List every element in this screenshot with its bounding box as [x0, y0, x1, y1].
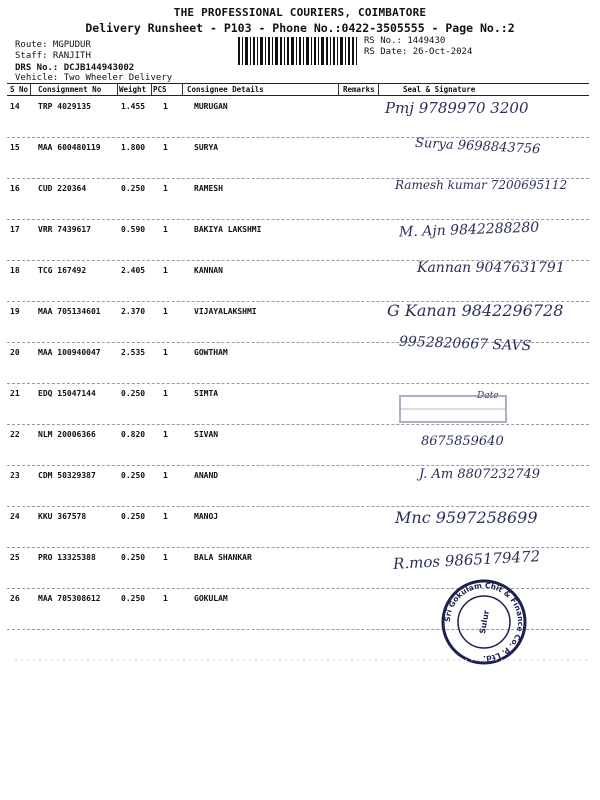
table-row [7, 96, 589, 138]
cell-sno: 26 [10, 594, 20, 603]
cell-pcs: 1 [163, 389, 168, 398]
col-consignment: Consignment No [38, 85, 102, 94]
cell-consignment-no: MAA 600480119 [38, 143, 101, 152]
cell-weight: 2.405 [121, 266, 146, 275]
table-row [7, 465, 589, 507]
cell-consignment-no: MAA 705308612 [38, 594, 101, 603]
cell-weight: 0.250 [121, 389, 146, 398]
rs-number: RS No.: 1449430 [364, 36, 446, 46]
handwritten-signature: M. Ajn 9842288280 [398, 219, 540, 241]
vehicle-label: Vehicle: Two Wheeler Delivery [15, 73, 173, 83]
col-remarks: Remarks [343, 85, 375, 94]
cell-consignee: BAKIYA LAKSHMI [194, 225, 262, 234]
cell-weight: 2.370 [121, 307, 146, 316]
handwritten-signature: Date [477, 391, 499, 401]
cell-weight: 0.590 [121, 225, 146, 234]
table-row [7, 137, 589, 179]
cell-pcs: 1 [163, 430, 168, 439]
cell-sno: 19 [10, 307, 20, 316]
cell-weight: 1.800 [121, 143, 146, 152]
cell-sno: 17 [10, 225, 20, 234]
col-consignee: Consignee Details [187, 85, 264, 94]
cell-pcs: 1 [163, 471, 168, 480]
runsheet-title: Delivery Runsheet - P103 - Phone No.:0422-3505555 - Page No.:2 [85, 21, 515, 35]
cell-consignment-no: NLM 20006366 [38, 430, 96, 439]
cell-weight: 0.820 [121, 430, 146, 439]
seal-center-text: Sulur [477, 609, 491, 635]
cell-consignee: SIVAN [194, 430, 219, 439]
cell-weight: 0.250 [121, 594, 146, 603]
cell-sno: 20 [10, 348, 20, 357]
cell-sno: 23 [10, 471, 20, 480]
cell-consignment-no: MAA 705134601 [38, 307, 101, 316]
route-label: Route: MGPUDUR [15, 40, 91, 50]
cell-pcs: 1 [163, 553, 168, 562]
cell-consignment-no: PRO 13325388 [38, 553, 96, 562]
cell-weight: 1.455 [121, 102, 146, 111]
handwritten-signature: Pmj 9789970 3200 [385, 99, 529, 117]
col-weight: Weight [119, 85, 147, 94]
cell-sno: 22 [10, 430, 20, 439]
cell-weight: 0.250 [121, 553, 146, 562]
cell-sno: 24 [10, 512, 20, 521]
rubber-stamp-image [398, 392, 510, 426]
cell-consignee: ANAND [194, 471, 219, 480]
cell-sno: 21 [10, 389, 20, 398]
table-header [7, 83, 589, 96]
cell-sno: 15 [10, 143, 20, 152]
col-pcs: PCS [153, 85, 167, 94]
table-row [7, 506, 589, 548]
seal-ring-text: Sri Gokulam Chit & Finance Co. P. Ltd. [442, 580, 526, 664]
rs-date: RS Date: 26-Oct-2024 [364, 47, 473, 57]
cell-pcs: 1 [163, 307, 168, 316]
table-row [7, 219, 589, 261]
handwritten-signature: G Kanan 9842296728 [387, 301, 564, 320]
cell-consignment-no: EDQ 15047144 [38, 389, 96, 398]
cell-weight: 0.250 [121, 512, 146, 521]
handwritten-signature: 9952820667 SAVS [398, 333, 532, 355]
cell-consignee: KANNAN [194, 266, 223, 275]
table-row [7, 260, 589, 302]
table-row [7, 424, 589, 466]
cell-consignee: VIJAYALAKSHMI [194, 307, 257, 316]
cell-consignee: SIMTA [194, 389, 219, 398]
cell-consignment-no: CUD 220364 [38, 184, 87, 193]
cell-sno: 14 [10, 102, 20, 111]
handwritten-signature: Kannan 9047631791 [417, 260, 565, 276]
cell-consignment-no: CDM 50329387 [38, 471, 96, 480]
cell-sno: 25 [10, 553, 20, 562]
cell-pcs: 1 [163, 594, 168, 603]
cell-pcs: 1 [163, 348, 168, 357]
cell-consignee: GOWTHAM [194, 348, 228, 357]
cell-pcs: 1 [163, 102, 168, 111]
handwritten-signature: R.mos 9865179472 [392, 547, 541, 573]
table-row [7, 333, 589, 384]
col-sno: S No [10, 85, 29, 94]
cell-sno: 16 [10, 184, 20, 193]
cell-consignee: RAMESH [194, 184, 223, 193]
table-row [7, 178, 589, 220]
drs-label: DRS No.: DCJB144943002 [15, 63, 135, 73]
cell-consignee: MURUGAN [194, 102, 228, 111]
cell-consignee: SURYA [194, 143, 219, 152]
col-seal-signature: Seal & Signature [403, 85, 476, 94]
cell-weight: 0.250 [121, 471, 146, 480]
cell-consignment-no: TCG 167492 [38, 266, 87, 275]
staff-label: Staff: RANJITH [15, 51, 91, 61]
cell-consignment-no: VRR 7439617 [38, 225, 91, 234]
cell-weight: 0.250 [121, 184, 146, 193]
handwritten-signature: Mnc 9597258699 [395, 508, 538, 527]
cell-weight: 2.535 [121, 348, 146, 357]
cell-consignee: MANOJ [194, 512, 219, 521]
handwritten-signature: Surya 9698843756 [414, 135, 541, 158]
bottom-dotted-line [0, 652, 600, 672]
cell-consignment-no: KKU 367578 [38, 512, 87, 521]
handwritten-signature: J. Am 8807232749 [419, 467, 541, 482]
cell-pcs: 1 [163, 143, 168, 152]
cell-consignment-no: TRP 4029135 [38, 102, 91, 111]
handwritten-signature: Ramesh kumar 7200695112 [395, 178, 568, 192]
cell-consignee: BALA SHANKAR [194, 553, 252, 562]
barcode-image [238, 37, 358, 67]
cell-pcs: 1 [163, 512, 168, 521]
cell-consignee: GOKULAM [194, 594, 228, 603]
cell-pcs: 1 [163, 184, 168, 193]
cell-pcs: 1 [163, 266, 168, 275]
cell-pcs: 1 [163, 225, 168, 234]
cell-sno: 18 [10, 266, 20, 275]
handwritten-signature: 8675859640 [421, 434, 504, 449]
company-title: THE PROFESSIONAL COURIERS, COIMBATORE [173, 6, 427, 19]
cell-consignment-no: MAA 100940047 [38, 348, 101, 357]
